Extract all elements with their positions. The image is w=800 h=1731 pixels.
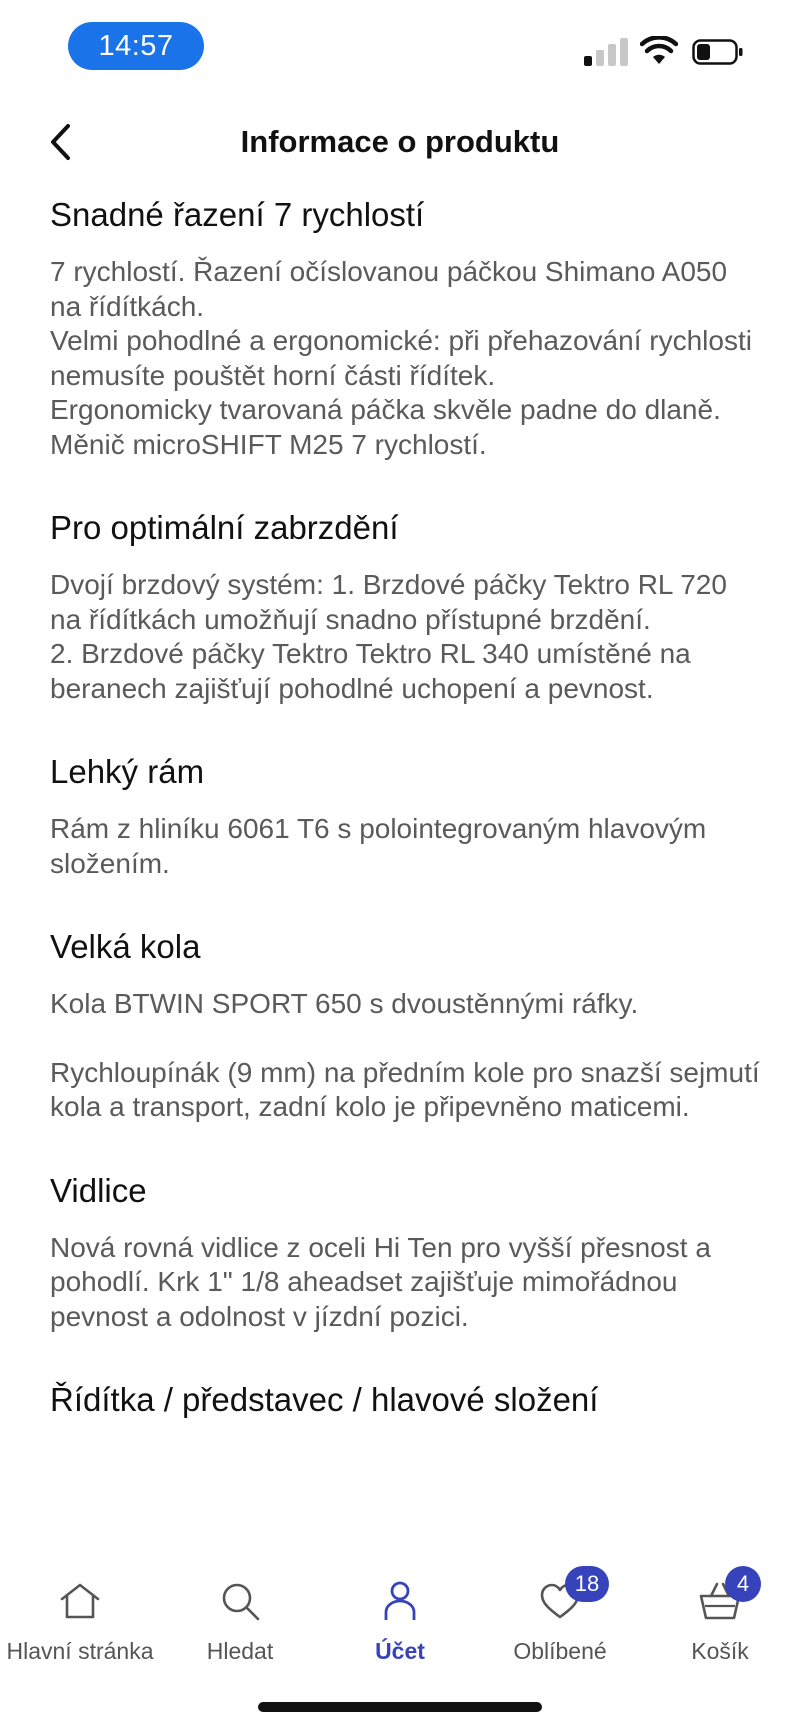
section-paragraph: 2. Brzdové páčky Tektro Tektro RL 340 umístěné na beranech zajišťují pohodlné uchopení a pevnost.	[50, 638, 691, 704]
status-time: 14:57	[68, 22, 204, 70]
section-handlebars	[50, 1380, 760, 1420]
section-paragraph: Velmi pohodlné a ergonomické: při přehazování rychlosti nemusíte pouštět horní části řídítek.	[50, 325, 752, 391]
nav-item-search[interactable]	[160, 1560, 320, 1670]
nav-label: Košík	[691, 1638, 749, 1664]
wifi-icon	[640, 36, 678, 66]
home-icon	[57, 1578, 103, 1624]
section-paragraph: Rám z hliníku 6061 T6 s polointegrovaným hlavovým složením.	[50, 813, 707, 879]
section-body	[50, 1231, 760, 1335]
section-paragraph: 7 rychlostí. Řazení očíslovanou páčkou Shimano A050 na řídítkách.	[50, 256, 728, 322]
section-title: Vidlice	[50, 1171, 147, 1209]
section-gear-shifting	[50, 195, 760, 462]
section-title: Snadné řazení 7 rychlostí	[50, 196, 425, 233]
section-title: Řídítka / představec / hlavové složení	[50, 1381, 599, 1418]
section-paragraph: Rychloupínák (9 mm) na předním kole pro snazší sejmutí kola a transport, zadní kolo je připevněno maticemi.	[50, 1056, 760, 1122]
section-body	[50, 812, 760, 881]
status-bar	[0, 0, 800, 92]
bottom-nav	[0, 1560, 800, 1670]
section-body	[50, 987, 760, 1125]
section-paragraph: Nová rovná vidlice z oceli Hi Ten pro vyšší přesnost a pohodlí. Krk 1" 1/8 aheadset zajišťuje mimořádnou pevnost a odolnost v jízdní pozici.	[50, 1231, 711, 1332]
user-icon	[377, 1578, 423, 1624]
heart-icon-wrap	[537, 1571, 600, 1624]
nav-label: Hledat	[206, 1638, 274, 1664]
section-body	[50, 255, 760, 462]
nav-item-favorites[interactable]	[480, 1560, 640, 1670]
nav-item-home[interactable]	[0, 1560, 160, 1670]
cart-badge: 4	[725, 1566, 761, 1602]
section-title: Pro optimální zabrzdění	[50, 509, 399, 546]
cellular-signal-icon	[584, 38, 630, 66]
section-wheels	[50, 927, 760, 1125]
section-paragraph: Dvojí brzdový systém: 1. Brzdové páčky Tektro RL 720 na řídítkách umožňují snadno přístupné brzdění.	[50, 569, 727, 635]
nav-item-cart[interactable]	[640, 1560, 800, 1670]
app-header	[0, 100, 800, 184]
section-title: Velká kola	[50, 928, 201, 965]
battery-icon	[692, 39, 744, 65]
section-title: Lehký rám	[50, 753, 205, 790]
home-indicator	[258, 1702, 542, 1712]
section-fork	[50, 1171, 760, 1335]
search-icon	[217, 1578, 263, 1624]
page-title: Informace o produktu	[240, 124, 560, 159]
favorites-badge: 18	[565, 1566, 609, 1602]
section-paragraph: Měnič microSHIFT M25 7 rychlostí.	[50, 428, 487, 460]
section-body	[50, 568, 760, 706]
section-braking	[50, 508, 760, 706]
section-frame	[50, 752, 760, 881]
basket-icon-wrap	[697, 1571, 750, 1624]
section-paragraph: Kola BTWIN SPORT 650 s dvoustěnnými ráfky.	[50, 988, 639, 1019]
nav-item-account[interactable]	[320, 1560, 480, 1670]
nav-label: Oblíbené	[513, 1638, 607, 1664]
nav-label: Účet	[375, 1638, 425, 1664]
product-info-content[interactable]	[50, 195, 760, 1560]
nav-label: Hlavní stránka	[6, 1638, 154, 1664]
section-paragraph: Ergonomicky tvarovaná páčka skvěle padne do dlaně.	[50, 394, 721, 425]
